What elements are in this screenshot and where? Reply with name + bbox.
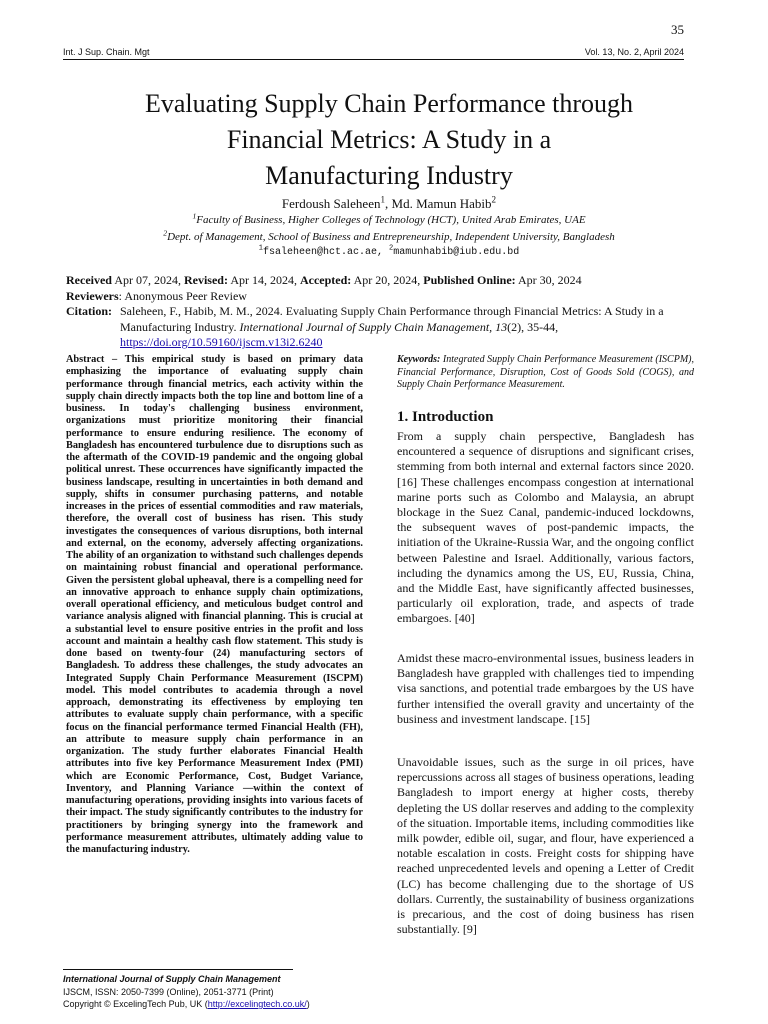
citation-line-1: Saleheen, F., Habib, M. M., 2024. Evaluating Supply Chain Performance through Financial Metrics: A Study in a	[120, 304, 664, 318]
email-1[interactable]: fsaleheen@hct.ac.ae,	[262, 247, 389, 258]
footer-journal: International Journal of Supply Chain Management	[63, 974, 281, 984]
author-superscript: 1	[380, 194, 386, 205]
received-label: Received	[66, 273, 112, 287]
copyright-prefix: Copyright © ExcelingTech Pub, UK (	[63, 999, 208, 1009]
header-divider	[63, 59, 684, 60]
citation-line-3	[120, 335, 700, 351]
author-name: Md. Mamun Habib	[391, 196, 492, 211]
revised-label: Revised:	[183, 273, 228, 287]
published-label: Published Online:	[423, 273, 516, 287]
publication-dates	[66, 273, 582, 288]
footer-issn: IJSCM, ISSN: 2050-7399 (Online), 2051-3771 (Print)	[63, 987, 274, 997]
accepted-label: Accepted:	[299, 273, 352, 287]
published-date: Apr 30, 2024	[515, 273, 582, 287]
title-line: Evaluating Supply Chain Performance through	[144, 89, 634, 118]
affiliation-1	[63, 211, 715, 226]
volume-issue: Vol. 13, No. 2, April 2024	[584, 47, 684, 57]
body-paragraph: From a supply chain perspective, Bangladesh has encountered a sequence of disruptions and significant crises, stemming from both internal and external factors since 2020. [16] These challenges encompass congestion at international marine ports such as Colombo and Malaysia, an abrupt blockage in the Suez Canal, pandemic-induced lockdowns, the subsequent waves of post-pandemic impacts, the initiation of the Ukraine-Russia War, and the ongoing conflict between Palestine and Israel. Additionally, various factors, including the dynamics among the US, EU, Russia, China, and the Middle East, have significantly affected businesses, particularly oil exploration, trade, and aspects of trade embargoes. [40]	[397, 429, 694, 626]
footer-divider	[63, 969, 293, 970]
doi-link[interactable]: https://doi.org/10.59160/ijscm.v13i2.6240	[120, 335, 323, 349]
reviewers-value: : Anonymous Peer Review	[118, 289, 247, 303]
reviewers-line	[66, 289, 247, 304]
journal-short-name: Int. J Sup. Chain. Mgt	[63, 47, 150, 57]
email-superscript: 1	[258, 244, 263, 253]
keywords-text: Integrated Supply Chain Performance Measurement (ISCPM), Financial Performance, Disruption, Cost of Goods Sold (COGS), and Supply Chain Performance Measurement.	[397, 354, 694, 390]
title-line: Manufacturing Industry	[265, 161, 513, 190]
affiliation-text: Dept. of Management, School of Business and Entrepreneurship, Independent University, Bangladesh	[167, 231, 615, 243]
revised-date: Apr 14, 2024,	[227, 273, 300, 287]
reviewers-label: Reviewers	[66, 289, 119, 303]
affiliation-superscript: 1	[192, 211, 197, 221]
footer-copyright	[63, 999, 310, 1009]
email-superscript: 2	[389, 244, 394, 253]
abstract-text: This empirical study is based on primary data emphasizing the importance of evaluating supply chain performance through financial metrics, each activity within the supply chain directly impacts both the top line and bottom line of a business. In today's challenging business environment, organizations must prioritize monitoring their financial performance to ensure enduring resilience. The economy of Bangladesh has encountered turbulence due to disruptions such as the aftermath of the COVID-19 pandemic and the ongoing global political unrest. These occurrences have significantly impacted the business landscape, resulting in uncertainties in both demand and supply, shifts in consumer purchasing patterns, and notable increases in the prices of essential commodities and raw materials, therefore, the overall cost of business has risen. This study investigates the consequences of various disruptions, both internal and external, on the economy, adversely affecting organizations. The ability of an organization to withstand such challenges depends on maintaining robust financial and operational performance. Given the persistent global upheaval, there is a compelling need for an innovative approach to enhance supply chain optimizations, overall operational efficiency, and meticulous budget control and variance analysis aligned with financial planning. This is crucial at a substantial level to ensure positive entries in the profit and loss account and maintain a healthy cash flow statement. This study is done based on twenty-four (24) manufacturing sectors of Bangladesh. To address these challenges, the study advocates an Integrated Supply Chain Performance Measurement (ISCPM) model. This model contributes to academia through a novel approach, demonstrating its effectiveness by employing ten attributes to evaluate supply chain performance, with a specific focus on the financial performance termed Financial Health (FH), an attribute to measure supply chain performance in an organization. The study further elaborates Financial Health attributes into five key Performance Measurement Index (PMI) which are Economic Performance, Cost, Budget Variance, Inventory, and Planning Variance —within the context of manufacturing operations, providing insights into various facets of their impact. The study significantly contributes to the industry for practitioners by bringing synergy into the framework and performance measurement attributes, ultimately adding value to the manufacturing industry.	[66, 354, 363, 855]
affiliation-2	[63, 228, 715, 243]
body-paragraph: Unavoidable issues, such as the surge in oil prices, have repercussions across all stages of business operations, leading Bangladesh to import energy at higher costs, thereby depleting the US dollar reserves and adding to the complexity of the situation. Importable items, including commodities like milk powder, edible oil, sugar, and flour, have experienced a notable escalation in costs. Freight costs for shipping have reached unprecedented levels and opening a Letter of Credit (LC) has become challenging due to the shortage of US dollars. Currently, the sustainability of business organizations is precarious, and the cost of doing business has risen substantially. [9]	[397, 755, 694, 937]
abstract	[66, 354, 363, 856]
citation-line-2	[120, 320, 700, 336]
citation-tail: (2), 35-44,	[507, 319, 559, 334]
citation-plain: Manufacturing Industry.	[120, 319, 240, 334]
abstract-label: Abstract –	[66, 354, 118, 365]
section-heading: 1. Introduction	[397, 409, 494, 425]
body-paragraph: Amidst these macro-environmental issues, business leaders in Bangladesh have grappled with challenges tied to impending visa sanctions, and potential trade embargoes by the US have further intensified the overall gravity and uncertainty of the business and investment landscape. [15]	[397, 651, 694, 726]
accepted-date: Apr 20, 2024,	[351, 273, 424, 287]
title-line: Financial Metrics: A Study in a	[226, 125, 552, 154]
affiliation-superscript: 2	[163, 228, 168, 238]
copyright-suffix: )	[306, 999, 310, 1009]
paper-title	[63, 86, 715, 194]
received-date: Apr 07, 2024,	[111, 273, 184, 287]
publisher-link[interactable]: http://excelingtech.co.uk/	[207, 999, 307, 1009]
citation-journal: International Journal of Supply Chain Management, 13	[239, 319, 508, 334]
author-name: Ferdoush Saleheen	[281, 196, 381, 211]
citation-text	[120, 304, 700, 351]
author-separator: ,	[385, 196, 392, 211]
citation-label: Citation:	[66, 304, 112, 318]
affiliation-text: Faculty of Business, Higher Colleges of Technology (HCT), United Arab Emirates, UAE	[196, 214, 586, 226]
email-2[interactable]: mamunhabib@iub.edu.bd	[393, 247, 520, 258]
page-number: 35	[671, 22, 684, 37]
keywords	[397, 354, 694, 392]
author-list	[63, 196, 715, 212]
author-superscript: 2	[491, 194, 497, 205]
author-emails	[63, 244, 715, 258]
keywords-label: Keywords:	[397, 354, 441, 365]
